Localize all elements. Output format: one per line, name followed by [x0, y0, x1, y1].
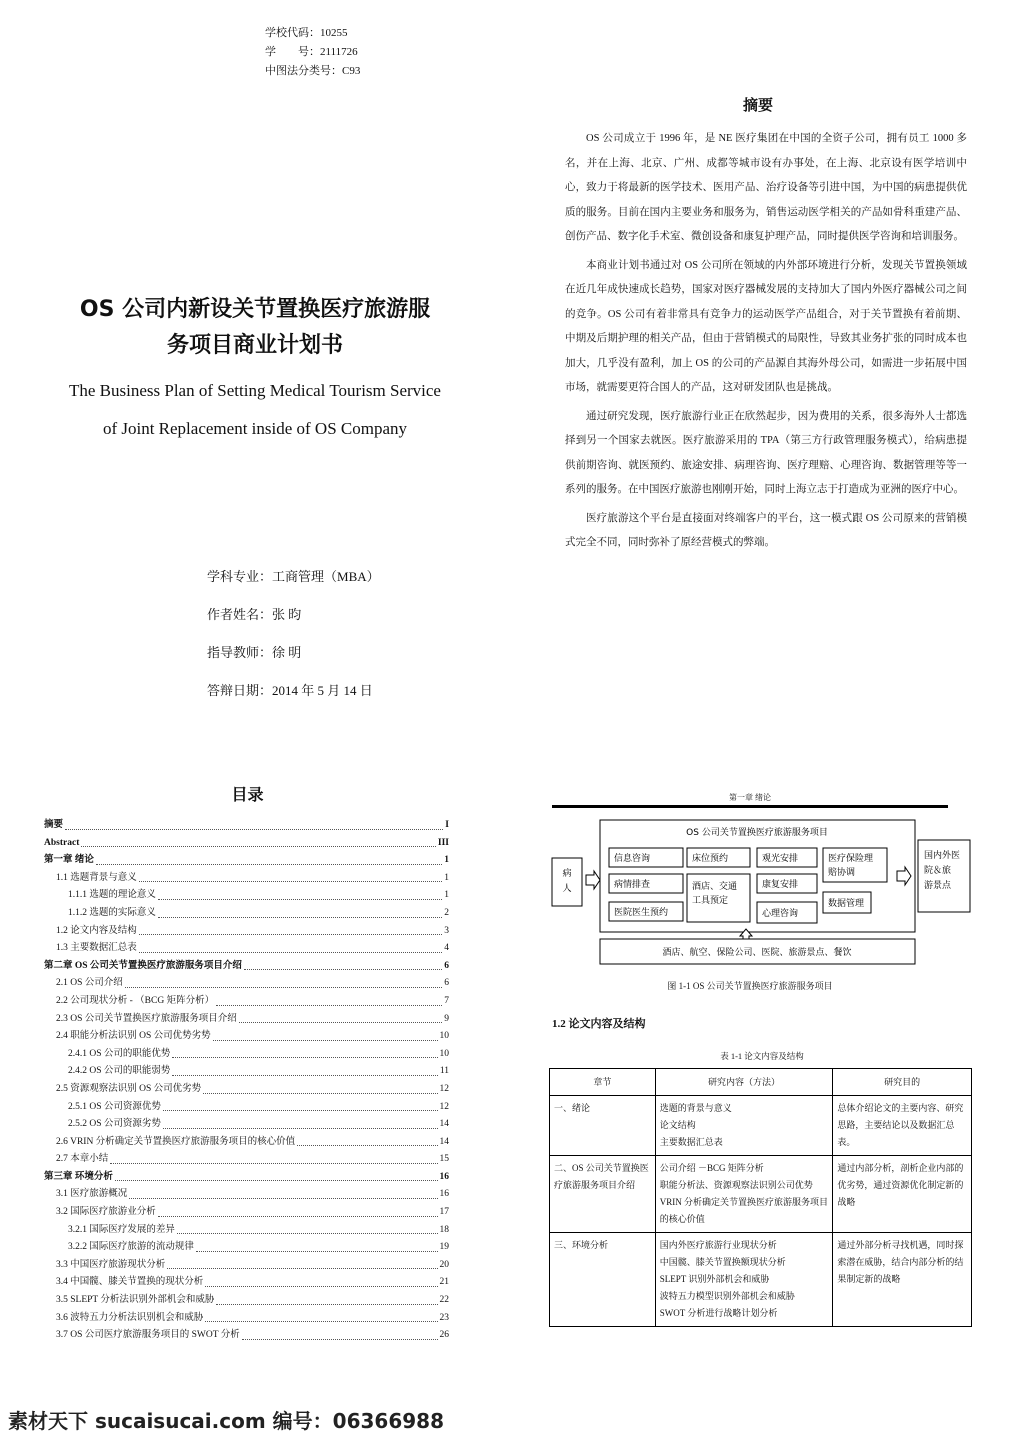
toc-entry[interactable]: [44, 923, 449, 941]
figure-caption: 图 1-1 OS 公司关节置换医疗旅游服务项目: [667, 981, 833, 991]
toc-entry-title: 1.3 主要数据汇总表: [56, 943, 137, 954]
toc-entry[interactable]: [44, 1310, 449, 1328]
content-table: [549, 1068, 972, 1327]
toc-page-number: 4: [444, 943, 449, 954]
toc-entry-title: 1.1.2 选题的实际意义: [68, 907, 156, 918]
content-line: VRIN 分析确定关节置换医疗旅游服务项目的核心价值: [659, 1197, 828, 1224]
toc-entry[interactable]: [44, 1081, 449, 1099]
content-line: 中国髋、膝关节置换额现状分析: [659, 1257, 786, 1267]
cell-label: 病情排查: [614, 880, 651, 890]
toc-leader: [81, 835, 436, 848]
content-line: 论文结构: [659, 1120, 696, 1130]
toc-leader: [203, 1081, 437, 1094]
toc-entry-title: 2.3 OS 公司关节置换医疗旅游服务项目介绍: [56, 1013, 237, 1024]
student-number: 学 号：2111726: [265, 46, 358, 58]
info-advisor: 指导教师：徐 明: [207, 645, 302, 660]
toc-leader: [172, 1063, 437, 1076]
toc-entry[interactable]: [44, 940, 449, 958]
toc-entry[interactable]: [44, 1099, 449, 1117]
toc-entry[interactable]: [44, 835, 449, 853]
toc-entry[interactable]: [44, 887, 449, 905]
toc-entry-title: 2.4.2 OS 公司的职能弱势: [68, 1066, 171, 1077]
table-row: [550, 1096, 972, 1156]
toc-leader: [216, 1292, 437, 1305]
toc-page-number: 10: [439, 1031, 449, 1042]
content-line: 国内外医疗旅游行业现状分析: [659, 1240, 777, 1250]
cell-label: 床位预约: [692, 854, 729, 864]
toc-leader: [139, 940, 442, 953]
title-en-line1: The Business Plan of Setting Medical Tourism Service: [69, 381, 441, 400]
toc-page-number: 6: [444, 978, 449, 989]
toc-entry[interactable]: [44, 1134, 449, 1152]
section-title: 1.2 论文内容及结构: [552, 1018, 646, 1030]
toc-page-number: 12: [439, 1083, 449, 1094]
toc-entry[interactable]: [44, 975, 449, 993]
toc-entry[interactable]: [44, 1186, 449, 1204]
content-line: SWOT 分析进行战略计划分析: [659, 1308, 778, 1318]
toc-entry[interactable]: [44, 1257, 449, 1275]
toc-page-number: 23: [439, 1312, 449, 1323]
toc-entry-title: 3.2 国际医疗旅游业分析: [56, 1207, 156, 1218]
table-cell-purpose: 总体介绍论文的主要内容、研究思路，主要结论以及数据汇总表。: [833, 1096, 972, 1156]
toc-leader: [158, 887, 442, 900]
cell-label: 医院医生预约: [614, 908, 669, 918]
toc-entry[interactable]: [44, 870, 449, 888]
table-header: 研究内容（方法）: [655, 1069, 833, 1096]
toc-entry[interactable]: [44, 1169, 449, 1187]
info-major: 学科专业：工商管理（MBA）: [207, 569, 380, 584]
abstract-title: 摘要: [742, 96, 773, 114]
watermark: 素材天下 sucaisucai.com 编号：06366988: [8, 1409, 444, 1433]
toc-page-number: 9: [444, 1013, 449, 1024]
toc-leader: [172, 1046, 437, 1059]
cell-label: 信息咨询: [614, 854, 651, 864]
toc-entry-title: 3.4 中国髋、膝关节置换的现状分析: [56, 1277, 204, 1288]
toc-leader: [115, 1169, 438, 1182]
content-line: 选题的背景与意义: [659, 1103, 732, 1113]
toc-entry-title: 3.1 医疗旅游概况: [56, 1189, 128, 1200]
toc-leader: [129, 1186, 437, 1199]
toc-entry-title: 第二章 OS 公司关节置换医疗旅游服务项目介绍: [44, 960, 242, 971]
toc-page-number: 18: [439, 1224, 449, 1235]
table-row: [550, 1156, 972, 1233]
toc-entry[interactable]: [44, 1327, 449, 1345]
arrow-right-icon: [586, 871, 600, 889]
bottom-bar-label: 酒店、航空、保险公司、医院、旅游景点、餐饮: [662, 948, 852, 958]
toc-page-number: 17: [439, 1207, 449, 1218]
toc-page-number: 1: [444, 890, 449, 901]
toc-entry[interactable]: [44, 958, 449, 976]
toc-page-number: 20: [439, 1259, 449, 1270]
toc-entry[interactable]: [44, 1239, 449, 1257]
toc-entry-title: 3.7 OS 公司医疗旅游服务项目的 SWOT 分析: [56, 1330, 240, 1341]
content-line: SLEPT 识别外部机会和威胁: [659, 1274, 770, 1284]
toc-entry[interactable]: [44, 1046, 449, 1064]
table-cell-content: [655, 1156, 833, 1233]
toc-leader: [242, 1327, 438, 1340]
toc-entry-title: 2.6 VRIN 分析确定关节置换医疗旅游服务项目的核心价值: [56, 1136, 296, 1147]
school-code: 学校代码：10255: [265, 27, 348, 39]
table-cell-chapter: 二、OS 公司关节置换医疗旅游服务项目介绍: [550, 1156, 656, 1233]
output-label: 游景点: [924, 881, 952, 891]
toc-leader: [205, 1274, 437, 1287]
cover-title-en: [30, 372, 480, 448]
toc-entry-title: 摘要: [44, 820, 64, 830]
patient-box: [552, 858, 582, 906]
toc-leader: [158, 1204, 438, 1217]
cell-label: 心理咨询: [762, 909, 799, 919]
toc-page-number: 11: [439, 1066, 449, 1077]
toc-title: 目录: [231, 785, 264, 804]
header-rule: [552, 805, 948, 808]
toc-entry-title: 第三章 环境分析: [44, 1171, 113, 1182]
toc-page-number: III: [437, 837, 449, 848]
toc-page-number: 15: [439, 1154, 449, 1165]
toc-leader: [158, 905, 442, 918]
table-header: 研究目的: [833, 1069, 972, 1096]
toc-entry-title: 第一章 绪论: [44, 855, 94, 866]
toc-page-number: 12: [439, 1101, 449, 1112]
toc-leader: [297, 1134, 437, 1147]
toc-leader: [205, 1310, 437, 1323]
toc-entry[interactable]: [44, 993, 449, 1011]
toc-leader: [163, 1116, 438, 1129]
toc-entry-title: 3.6 波特五力分析法识别机会和威胁: [56, 1312, 204, 1323]
abstract-paragraph: 本商业计划书通过对 OS 公司所在领域的内外部环境进行分析，发现关节置换领域在近几年成快速成长趋势，国家对医疗器械发展的支持加大了国内外医疗器械公司之间的竞争。OS 公司有着非常具有竞争力的运动医学产品组合，对于关节置换有着前期、中期及后期护理的相关产品，但由于营销模式的局限性，导致其业务扩张的同时成本也加大，几乎没有盈利，加上 OS 的公司的产品源自其海外母公司，如需进一步拓展中国市场，就需要更符合国人的产品，这对研发团队也是挑战。: [565, 259, 967, 393]
cell-label: 酒店、交通: [692, 882, 738, 892]
cell-label: 数据管理: [828, 899, 865, 909]
toc-page-number: 6: [444, 960, 449, 971]
toc-entry-title: 3.2.2 国际医疗旅游的流动规律: [68, 1242, 194, 1253]
toc-entry-title: 2.5 资源观察法识别 OS 公司优劣势: [56, 1083, 202, 1094]
table-header-row: [550, 1069, 972, 1096]
cell-label: 工具预定: [692, 896, 729, 906]
toc-entry-title: 2.2 公司现状分析 - （BCG 矩阵分析）: [56, 995, 215, 1006]
cover-info: [207, 566, 380, 718]
patient-label-1: 病: [562, 869, 572, 879]
toc-entry-title: 2.5.1 OS 公司资源优势: [68, 1101, 161, 1112]
toc-entry[interactable]: [44, 1063, 449, 1081]
toc-leader: [167, 1257, 437, 1270]
classification-number: 中图法分类号：C93: [265, 65, 361, 77]
table-cell-chapter: 三、环境分析: [550, 1233, 656, 1327]
toc-page-number: 2: [444, 907, 449, 918]
toc-entry[interactable]: [44, 1151, 449, 1169]
toc-entry-title: Abstract: [44, 837, 80, 848]
toc-leader: [139, 923, 442, 936]
toc-entry-title: 3.5 SLEPT 分析法识别外部机会和威胁: [56, 1295, 215, 1306]
toc-entry-title: 2.1 OS 公司介绍: [56, 978, 123, 989]
info-author: 作者姓名：张 昀: [207, 607, 302, 622]
content-line: 波特五力模型识别外部机会和威胁: [659, 1291, 795, 1301]
toc-leader: [163, 1099, 438, 1112]
toc-page-number: 1: [444, 872, 449, 883]
toc-leader: [244, 958, 442, 971]
chapter-header: 第一章 绪论: [729, 793, 771, 802]
patient-label-2: 人: [562, 884, 572, 894]
toc-page-number: 14: [439, 1119, 449, 1130]
toc-page-number: 22: [439, 1295, 449, 1306]
service-diagram: [550, 815, 975, 975]
toc-entry[interactable]: [44, 1116, 449, 1134]
toc-leader: [96, 852, 442, 865]
abstract-body: [565, 127, 967, 560]
table-row: [550, 1233, 972, 1327]
toc-entry-title: 3.2.1 国际医疗发展的差异: [68, 1224, 175, 1235]
toc-page-number: 16: [439, 1189, 449, 1200]
toc-entry[interactable]: [44, 1274, 449, 1292]
toc-entry-title: 1.1 选题背景与意义: [56, 872, 137, 883]
toc-leader: [213, 1028, 438, 1041]
table-cell-content: [655, 1096, 833, 1156]
info-defense-date: 答辩日期：2014 年 5 月 14 日: [207, 683, 373, 698]
content-line: 公司介绍 －BCG 矩阵分析: [659, 1163, 764, 1173]
toc-entry-title: 2.4.1 OS 公司的职能优势: [68, 1048, 171, 1059]
toc-leader: [196, 1239, 438, 1252]
toc-entry-title: 2.7 本章小结: [56, 1154, 109, 1165]
toc-entry-title: 1.2 论文内容及结构: [56, 925, 137, 936]
toc-page-number: 10: [439, 1048, 449, 1059]
abstract-paragraph: 医疗旅游这个平台是直接面对终端客户的平台，这一模式跟 OS 公司原来的营销模式完全不同，同时弥补了原经营模式的弊端。: [565, 512, 967, 548]
title-cn-line1: OS 公司内新设关节置换医疗旅游服: [79, 297, 431, 322]
toc-entry[interactable]: [44, 1222, 449, 1240]
toc-page-number: 1: [444, 855, 449, 866]
toc-leader: [125, 975, 442, 988]
toc-entry[interactable]: [44, 1011, 449, 1029]
cover-title-cn: [30, 292, 480, 364]
toc-entry[interactable]: [44, 905, 449, 923]
toc-entry[interactable]: [44, 817, 449, 835]
toc-page-number: 19: [439, 1242, 449, 1253]
toc-entry[interactable]: [44, 1028, 449, 1046]
toc-leader: [239, 1011, 442, 1024]
toc-leader: [110, 1151, 437, 1164]
cell-label: 医疗保险理: [828, 854, 874, 864]
title-en-line2: of Joint Replacement inside of OS Company: [102, 419, 408, 438]
toc-leader: [65, 817, 443, 830]
table-cell-content: [655, 1233, 833, 1327]
toc-entry[interactable]: [44, 1204, 449, 1222]
toc-entry[interactable]: [44, 1292, 449, 1310]
toc-page-number: I: [445, 820, 449, 830]
toc-page-number: 3: [444, 925, 449, 936]
content-line: 职能分析法、资源观察法识别公司优势: [659, 1180, 813, 1190]
service-frame-title: OS 公司关节置换医疗旅游服务项目: [686, 828, 828, 838]
table-caption: 表 1-1 论文内容及结构: [720, 1051, 804, 1061]
toc-entry-title: 2.5.2 OS 公司资源劣势: [68, 1119, 161, 1130]
toc-page-number: 7: [444, 995, 449, 1006]
toc-entry-title: 2.4 职能分析法识别 OS 公司优势劣势: [56, 1031, 211, 1042]
toc-page-number: 16: [439, 1171, 449, 1182]
toc-list: [44, 817, 449, 1345]
cell-label: 观光安排: [762, 854, 799, 864]
cell-label: 赔协调: [828, 868, 856, 878]
toc-leader: [177, 1222, 438, 1235]
cover-meta: [265, 24, 360, 81]
table-header: 章节: [550, 1069, 656, 1096]
toc-entry[interactable]: [44, 852, 449, 870]
table-cell-chapter: 一、绪论: [550, 1096, 656, 1156]
toc-leader: [139, 870, 442, 883]
toc-entry-title: 3.3 中国医疗旅游现状分析: [56, 1259, 166, 1270]
toc-page-number: 21: [439, 1277, 449, 1288]
table-cell-purpose: 通过外部分析寻找机遇，同时探索潜在威胁，结合内部分析的结果制定新的战略: [833, 1233, 972, 1327]
toc-leader: [216, 993, 442, 1006]
toc-entry-title: 1.1.1 选题的理论意义: [68, 890, 156, 901]
title-cn-line2: 务项目商业计划书: [166, 333, 343, 358]
content-line: 主要数据汇总表: [659, 1137, 723, 1147]
output-label: 院＆旅: [924, 866, 952, 876]
abstract-paragraph: 通过研究发现，医疗旅游行业正在欣然起步，因为费用的关系，很多海外人士都选择到另一个国家去就医。医疗旅游采用的 TPA（第三方行政管理服务模式），给病患提供前期咨询、就医预约、旅途安排、病理咨询、医疗理赔、心理咨询、数据管理等等一系列的服务。在中国医疗旅游也刚刚开始，同时上海立志于打造成为亚洲的医疗中心。: [565, 410, 967, 495]
toc-page-number: 26: [439, 1330, 449, 1341]
table-cell-purpose: 通过内部分析，剖析企业内部的优劣势，通过资源优化制定新的战略: [833, 1156, 972, 1233]
toc-page-number: 14: [439, 1136, 449, 1147]
output-label: 国内外医: [924, 851, 961, 861]
abstract-paragraph: OS 公司成立于 1996 年，是 NE 医疗集团在中国的全资子公司，拥有员工 1000 多名，并在上海、北京、广州、成都等城市设有办事处，在上海、北京设有医学培训中心，致力于将最新的医学技术、医用产品、治疗设备等引进中国，为中国的病患提供优质的服务。目前在国内主要业务和服务为，销售运动医学相关的产品如骨科重建产品、创伤产品、数字化手术室、微创设备和康复护理产品，同时提供医学咨询和培训服务。: [565, 133, 967, 242]
cell-label: 康复安排: [762, 880, 799, 890]
